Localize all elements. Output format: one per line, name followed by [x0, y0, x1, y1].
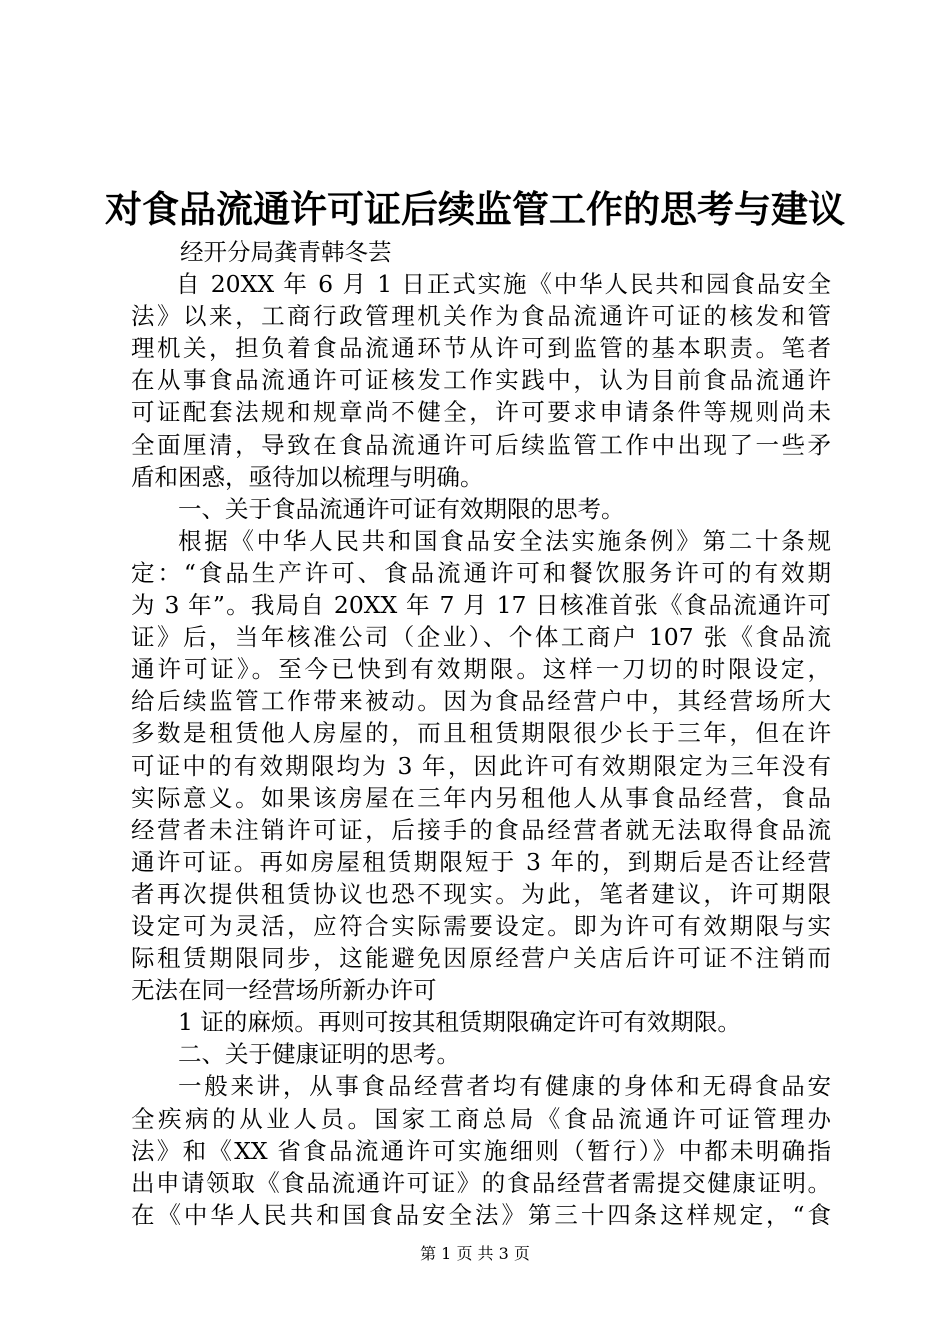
paragraph-line: 定：“食品生产许可、食品流通许可和餐饮服务许可的有效期 [131, 558, 831, 587]
paragraph-line: 者再次提供租赁协议也恐不现实。为此，笔者建议，许可期限 [131, 879, 831, 908]
paragraph-line: 经营者未注销许可证，后接手的食品经营者就无法取得食品流 [131, 815, 831, 844]
paragraph-line: 无法在同一经营场所新办许可 [131, 976, 437, 1005]
section-heading: 二、关于健康证明的思考。 [178, 1040, 460, 1069]
paragraph-line: 通许可证》。至今已快到有效期限。这样一刀切的时限设定， [131, 655, 831, 684]
paragraph-line: 根据《中华人民共和国食品安全法实施条例》第二十条规 [178, 526, 831, 555]
page-footer: 第 1 页 共 3 页 [420, 1244, 530, 1263]
paragraph-line: 1 证的麻烦。再则可按其租赁期限确定许可有效期限。 [178, 1008, 741, 1037]
paragraph-line: 一般来讲，从事食品经营者均有健康的身体和无碍食品安 [178, 1072, 831, 1101]
paragraph-line: 法》和《XX 省食品流通许可实施细则（暂行）》中都未明确指 [131, 1136, 831, 1165]
paragraph-line: 给后续监管工作带来被动。因为食品经营户中，其经营场所大 [131, 687, 831, 716]
document-title: 对食品流通许可证后续监管工作的思考与建议 [105, 187, 845, 231]
paragraph-line: 全面厘清，导致在食品流通许可后续监管工作中出现了一些矛 [131, 430, 831, 459]
paragraph-line: 实际意义。如果该房屋在三年内另租他人从事食品经营，食品 [131, 783, 831, 812]
paragraph-line: 可证配套法规和规章尚不健全，许可要求申请条件等规则尚未 [131, 398, 831, 427]
paragraph-line: 全疾病的从业人员。国家工商总局《食品流通许可证管理办 [131, 1104, 831, 1133]
paragraph-line: 为 3 年”。我局自 20XX 年 7 月 17 日核准首张《食品流通许可 [131, 591, 831, 620]
paragraph-line: 自 20XX 年 6 月 1 日正式实施《中华人民共和园食品安全 [176, 270, 831, 299]
document-body [131, 236, 831, 1231]
paragraph-line: 在《中华人民共和国食品安全法》第三十四条这样规定，“食 [131, 1200, 831, 1229]
paragraph-line: 法》以来，工商行政管理机关作为食品流通许可证的核发和管 [131, 302, 831, 331]
paragraph-line: 在从事食品流通许可证核发工作实践中，认为目前食品流通许 [131, 366, 831, 395]
section-heading: 一、关于食品流通许可证有效期限的思考。 [178, 494, 625, 523]
paragraph-line: 出申请领取《食品流通许可证》的食品经营者需提交健康证明。 [131, 1168, 831, 1197]
paragraph-line: 证》后，当年核准公司（企业）、个体工商户 107 张《食品流 [131, 623, 831, 652]
paragraph-line: 盾和困惑，亟待加以梳理与明确。 [131, 462, 484, 491]
paragraph-line: 多数是租赁他人房屋的，而且租赁期限很少长于三年，但在许 [131, 719, 831, 748]
paragraph-line: 可证中的有效期限均为 3 年，因此许可有效期限定为三年没有 [131, 751, 831, 780]
paragraph-line: 设定可为灵活，应符合实际需要设定。即为许可有效期限与实 [131, 911, 831, 940]
paragraph-line: 通许可证。再如房屋租赁期限短于 3 年的，到期后是否让经营 [131, 847, 831, 876]
paragraph-line: 际租赁期限同步，这能避免因原经营户关店后许可证不注销而 [131, 944, 831, 973]
paragraph-line: 理机关，担负着食品流通环节从许可到监管的基本职责。笔者 [131, 334, 831, 363]
author-line: 经开分局龚青韩冬芸 [180, 238, 392, 266]
